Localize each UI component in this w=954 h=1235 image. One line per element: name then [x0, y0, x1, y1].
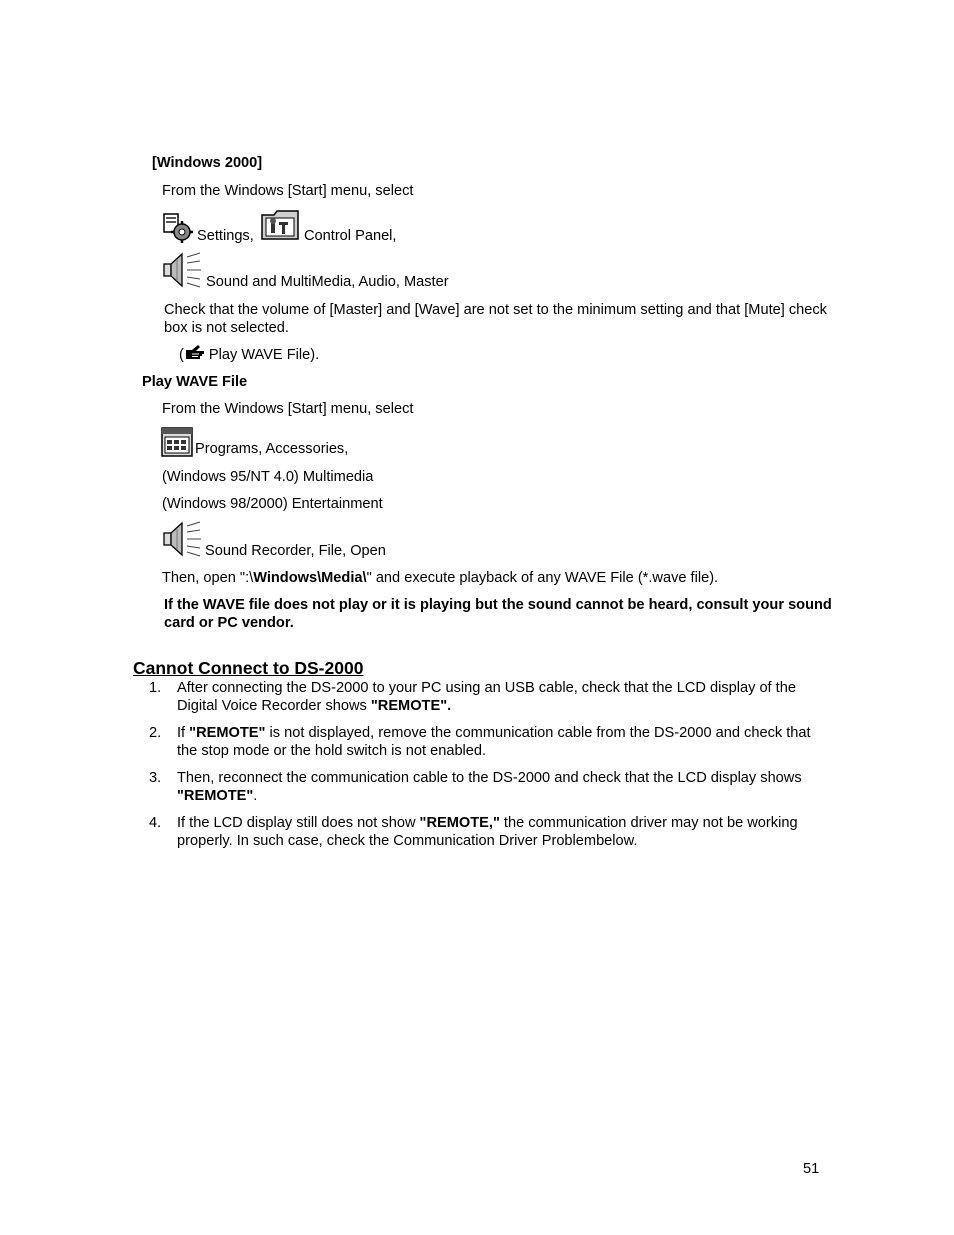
troubleshoot-item: 4. If the LCD display still does not show "REMOTE," the communication driver may not be working properly. In such case, check the Communication Driver Problembelow. — [149, 815, 798, 849]
play-wave-intro: From the Windows [Start] menu, select — [162, 401, 414, 417]
page-number: 51 — [803, 1161, 820, 1177]
settings-icon — [162, 212, 194, 244]
play-wave-reference: ( Play WAVE File). — [179, 344, 319, 364]
section-heading-cannot-connect: Cannot Connect to DS-2000 — [133, 658, 364, 678]
pointing-hand-icon — [184, 344, 206, 361]
vendor-warning: If the WAVE file does not play or it is playing but the sound cannot be heard, consult your sound card or PC vendor. — [164, 597, 832, 631]
troubleshoot-item: 1. After connecting the DS-2000 to your PC using an USB cable, check that the LCD display of the Digital Voice Recorder shows "REMOTE". — [149, 680, 796, 714]
win2000-intro: From the Windows [Start] menu, select — [162, 183, 414, 199]
programs-icon — [161, 427, 193, 457]
troubleshoot-item: 2. If "REMOTE" is not displayed, remove the communication cable from the DS-2000 and check that the stop mode or the hold switch is not enabled. — [149, 725, 811, 759]
speaker-icon — [162, 251, 204, 289]
sound-multimedia-path: Sound and MultiMedia, Audio, Master — [206, 274, 449, 290]
control-panel-label: Control Panel, — [304, 228, 397, 244]
sound-recorder-path: Sound Recorder, File, Open — [205, 543, 386, 559]
section-heading-play-wave-file: Play WAVE File — [142, 374, 248, 390]
win98-entertainment-line: (Windows 98/2000) Entertainment — [162, 496, 383, 512]
troubleshoot-item: 3. Then, reconnect the communication cable to the DS-2000 and check that the LCD display shows "REMOTE". — [149, 770, 802, 804]
programs-accessories-label: Programs, Accessories, — [195, 441, 349, 457]
section-heading-windows-2000: [Windows 2000] — [152, 155, 263, 171]
settings-label: Settings, — [197, 228, 254, 244]
win95-multimedia-line: (Windows 95/NT 4.0) Multimedia — [162, 469, 374, 485]
sound-recorder-icon — [162, 520, 204, 558]
open-media-instruction: Then, open ":\Windows\Media\" and execute playback of any WAVE File (*.wave file). — [162, 570, 719, 586]
volume-check-instructions: Check that the volume of [Master] and [Wave] are not set to the minimum setting and that [Mute] check box is not selected. — [164, 302, 827, 336]
control-panel-icon — [260, 209, 300, 241]
